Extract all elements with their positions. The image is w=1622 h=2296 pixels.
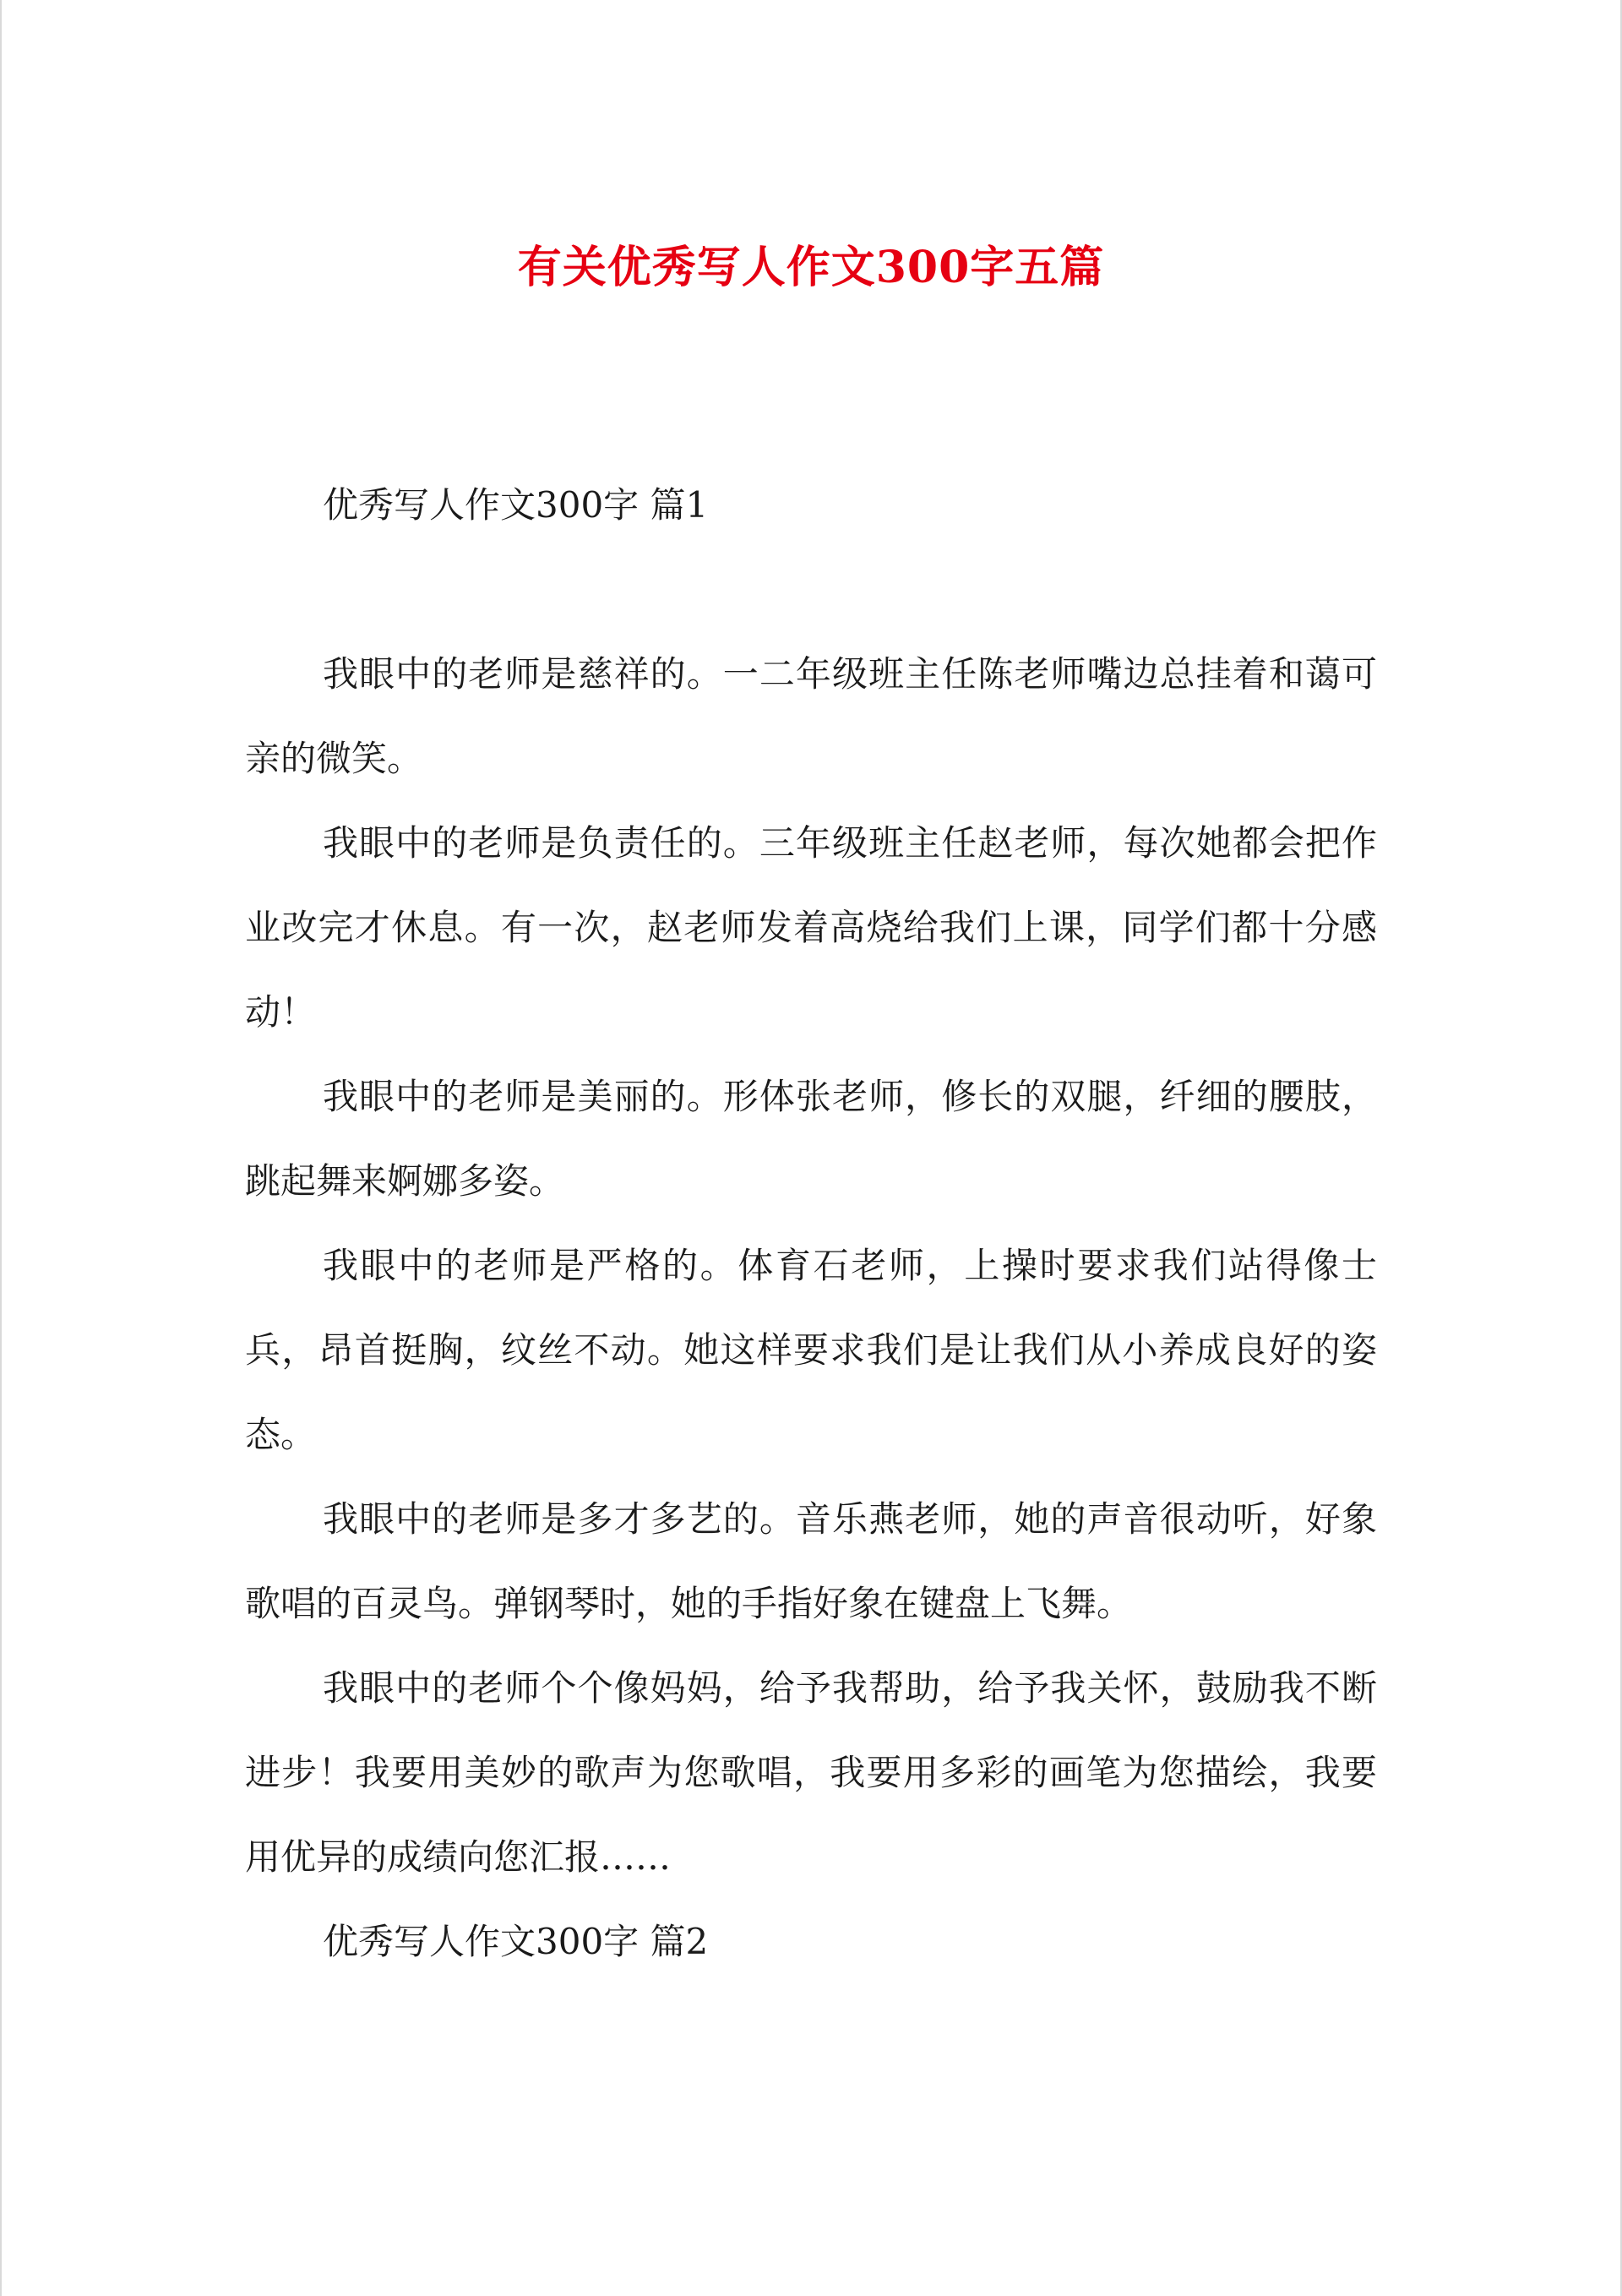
paragraph-6: 我眼中的老师个个像妈妈，给予我帮助，给予我关怀，鼓励我不断进步！我要用美妙的歌声为您歌唱，我要用多彩的画笔为您描绘，我要用优异的成绩向您汇报…… (245, 1667, 1377, 1878)
page-left-border (0, 0, 2, 2296)
paragraph-4: 我眼中的老师是严格的。体育石老师，上操时要求我们站得像士兵，昂首挺胸，纹丝不动。她这样要求我们是让我们从小养成良好的姿态。 (245, 1245, 1377, 1455)
section-heading-2: 优秀写人作文300字 篇2 (323, 1921, 709, 1962)
section-heading-1: 优秀写人作文300字 篇1 (323, 484, 709, 526)
document-title: 有关优秀写人作文300字五篇 (517, 241, 1105, 293)
document-body (245, 463, 1377, 1984)
paragraph-1: 我眼中的老师是慈祥的。一二年级班主任陈老师嘴边总挂着和蔼可亲的微笑。 (245, 653, 1377, 779)
paragraph-2: 我眼中的老师是负责任的。三年级班主任赵老师，每次她都会把作业改完才休息。有一次，赵老师发着高烧给我们上课，同学们都十分感动！ (245, 822, 1377, 1033)
paragraph-3: 我眼中的老师是美丽的。形体张老师，修长的双腿，纤细的腰肢，跳起舞来婀娜多姿。 (245, 1076, 1377, 1202)
paragraph-5: 我眼中的老师是多才多艺的。音乐燕老师，她的声音很动听，好象歌唱的百灵鸟。弹钢琴时，她的手指好象在键盘上飞舞。 (245, 1498, 1377, 1624)
